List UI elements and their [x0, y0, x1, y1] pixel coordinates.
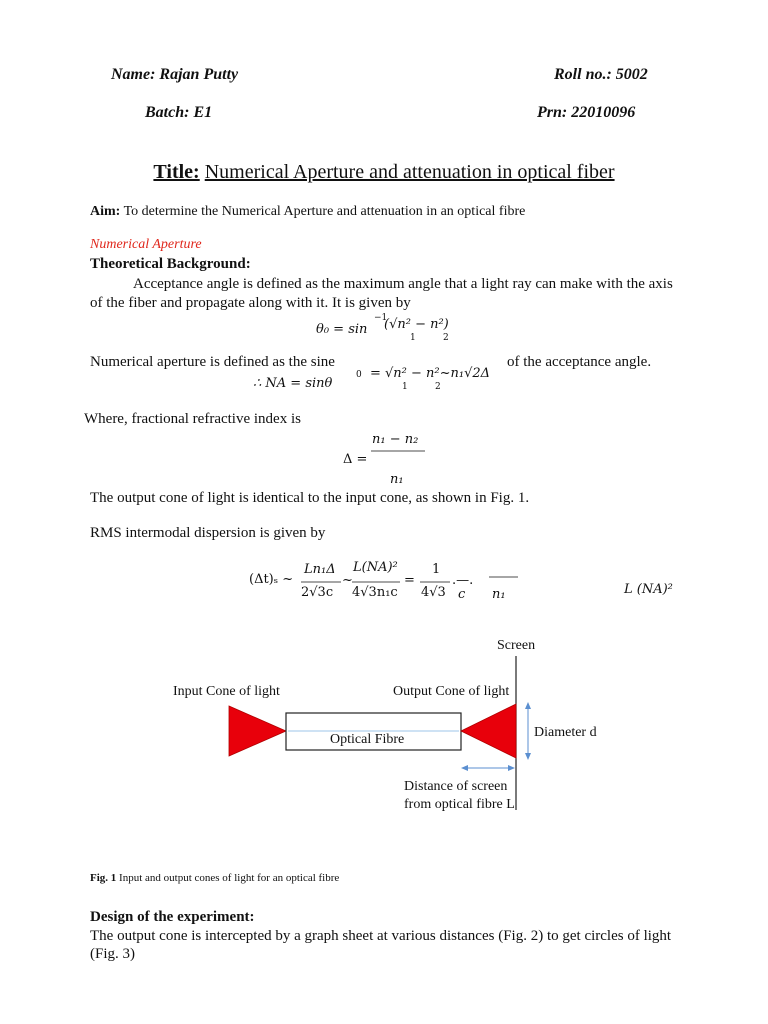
- section-heading: Numerical Aperture: [90, 237, 202, 252]
- output-cone: [461, 704, 516, 758]
- dispersion-n1: n₁: [492, 587, 506, 602]
- figure-diameter-label: Diameter d: [534, 725, 597, 740]
- figure-caption: [90, 872, 339, 884]
- dispersion-dots: .—.: [452, 573, 474, 588]
- diameter-arrow: [525, 702, 531, 760]
- batch: Batch: E1: [145, 104, 213, 121]
- na-sub-1: 1: [402, 382, 408, 392]
- acceptance-line1: Acceptance angle is defined as the maximum angle that a light ray can make with the axis: [133, 276, 673, 292]
- dispersion-f2-den: 4√3n₁c: [352, 585, 398, 600]
- roll-number: Roll no.: 5002: [554, 66, 648, 83]
- theta-sub-1: 1: [410, 333, 416, 343]
- dispersion-eq: =: [404, 573, 415, 588]
- figure-distance-line2: from optical fibre L: [404, 797, 515, 812]
- input-cone: [229, 706, 286, 756]
- na-definition-right: of the acceptance angle.: [507, 354, 652, 370]
- figure-caption-text: Input and output cones of light for an optical fibre: [119, 872, 340, 884]
- rms-text: RMS intermodal dispersion is given by: [90, 525, 326, 541]
- theory-heading: Theoretical Background:: [90, 256, 251, 272]
- na-equation-rhs: = √n² − n²~n₁√2Δ: [370, 366, 491, 381]
- distance-arrow: [461, 765, 515, 771]
- dispersion-f1-num: Ln₁Δ: [304, 562, 336, 577]
- prn-number: Prn: 22010096: [537, 104, 636, 121]
- output-cone-text: The output cone of light is identical to the input cone, as shown in Fig. 1.: [90, 490, 530, 506]
- title-text: Numerical Aperture and attenuation in optical fiber: [204, 161, 615, 183]
- design-heading: Design of the experiment:: [90, 909, 255, 925]
- theta-sub-2: 2: [443, 333, 449, 343]
- figure-input-cone-label: Input Cone of light: [173, 684, 280, 699]
- fractional-text: Where, fractional refractive index is: [84, 411, 301, 427]
- acceptance-line2: of the fiber and propagate along with it. It is given by: [90, 295, 411, 311]
- theta-equation-sup: −1: [374, 313, 388, 323]
- title-label: Title:: [153, 161, 200, 183]
- design-line2: (Fig. 3): [90, 946, 135, 962]
- figure-fibre-label: Optical Fibre: [330, 732, 405, 747]
- student-name: Name: Rajan Putty: [111, 66, 239, 83]
- dispersion-f1-den: 2√3c: [301, 585, 334, 600]
- na-definition-left: Numerical aperture is defined as the sine: [90, 354, 335, 370]
- na-sub-2: 2: [435, 382, 441, 392]
- dispersion-lhs: (Δt)ₛ ~: [249, 572, 294, 587]
- na-equation-lhs: ∴ NA = sinθ: [253, 376, 333, 391]
- figure-screen-label: Screen: [497, 638, 536, 653]
- delta-numerator: n₁ − n₂: [372, 432, 419, 447]
- fiber-cone-diagram: [0, 630, 768, 830]
- na-equation-sub0: 0: [356, 370, 362, 380]
- dispersion-f3-den: 4√3: [421, 585, 446, 600]
- dispersion-f2-num: L(NA)²: [353, 560, 398, 575]
- theta-equation-lhs: θ₀ = sin: [316, 322, 368, 337]
- dispersion-tilde: ~: [342, 573, 353, 588]
- aim-label: Aim:: [90, 204, 121, 219]
- dispersion-right: L (NA)²: [624, 582, 673, 597]
- dispersion-f3-num: 1: [432, 562, 441, 577]
- theta-equation-rhs: (√n² − n²): [384, 317, 449, 332]
- aim-text: To determine the Numerical Aperture and attenuation in an optical fibre: [123, 204, 526, 219]
- dispersion-c: c: [458, 587, 466, 602]
- figure-distance-line1: Distance of screen: [404, 779, 508, 794]
- figure-output-cone-label: Output Cone of light: [393, 684, 510, 699]
- figure-caption-label: Fig. 1: [90, 872, 117, 884]
- design-line1: The output cone is intercepted by a graph sheet at various distances (Fig. 2) to get circles of light: [90, 928, 672, 944]
- delta-lhs: Δ =: [343, 452, 368, 467]
- delta-denominator: n₁: [390, 472, 404, 487]
